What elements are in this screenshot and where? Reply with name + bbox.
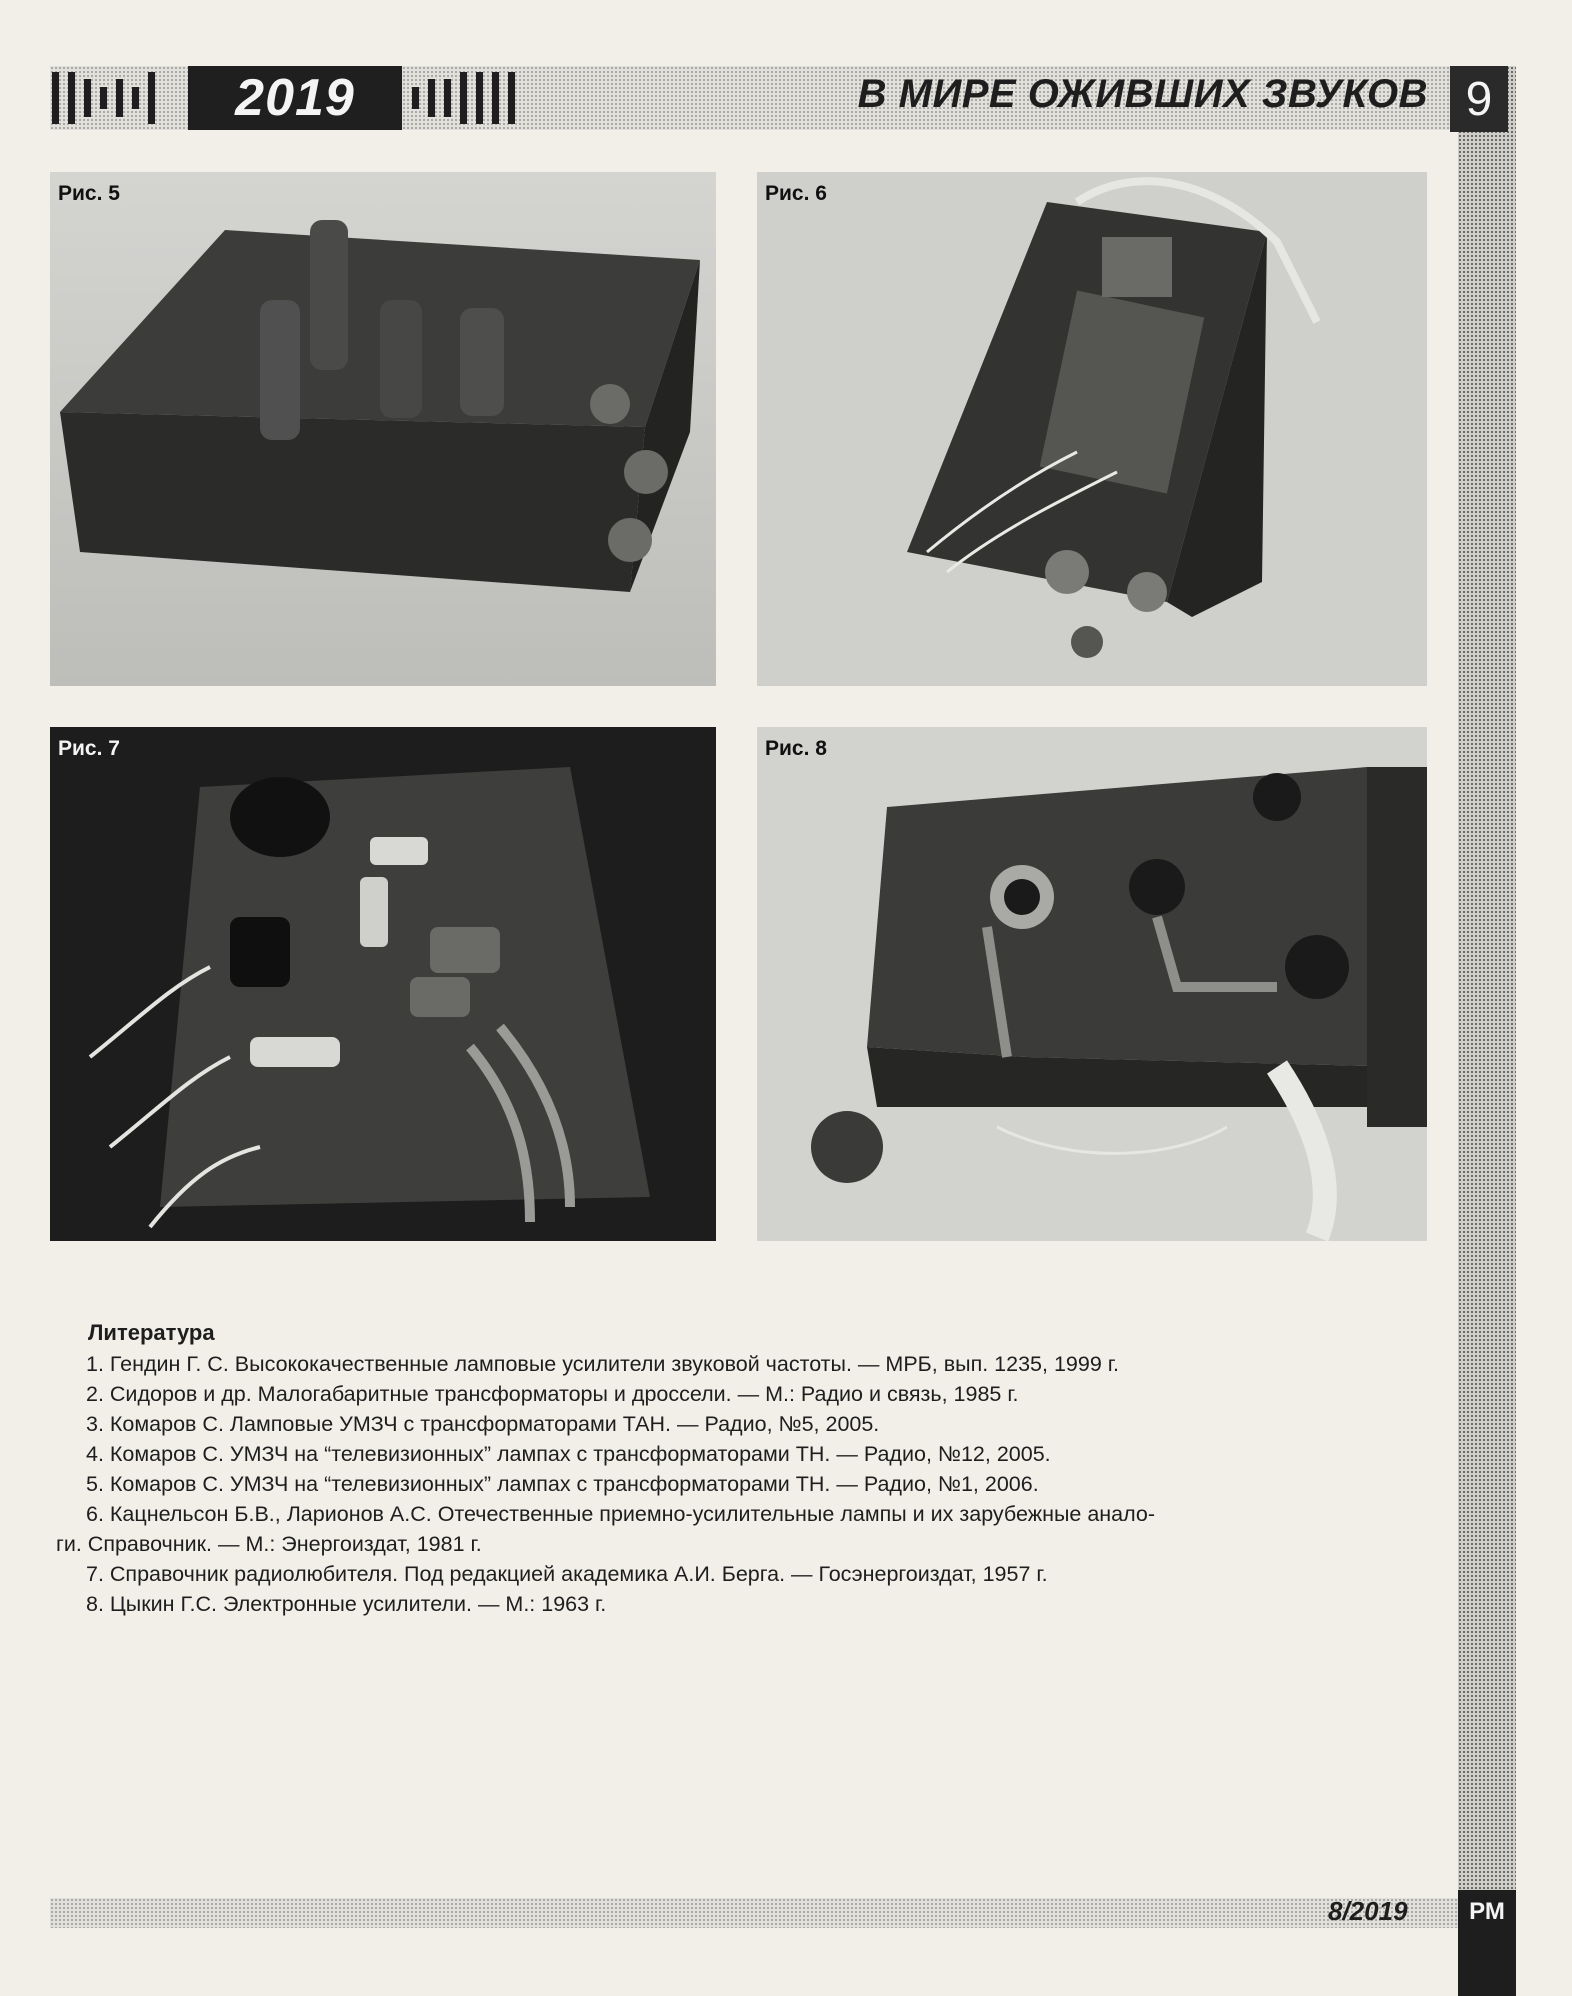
literature-item: 1. Гендин Г. С. Высококачественные ламповые усилители звуковой частоты. — МРБ, вып. 1235, 1999 г. bbox=[86, 1352, 1119, 1376]
figure-7-caption: Рис. 7 bbox=[58, 737, 120, 760]
literature-item-continuation: ги. Справочник. — М.: Энергоиздат, 1981 г. bbox=[56, 1532, 482, 1556]
figure-6-photo bbox=[757, 172, 1427, 686]
right-sidebar-strip bbox=[1458, 66, 1516, 1996]
footer-band bbox=[50, 1898, 1458, 1928]
figure-7-image bbox=[50, 727, 716, 1241]
literature-item: 5. Комаров С. УМЗЧ на “телевизионных” лампах с трансформаторами ТН. — Радио, №1, 2006. bbox=[86, 1472, 1039, 1496]
figure-5-image bbox=[50, 172, 716, 686]
literature-item: 3. Комаров С. Ламповые УМЗЧ с трансформаторами ТАН. — Радио, №5, 2005. bbox=[86, 1412, 880, 1436]
literature-item: 7. Справочник радиолюбителя. Под редакцией академика А.И. Берга. — Госэнергоиздат, 1957 г. bbox=[86, 1562, 1048, 1586]
header-bars-right bbox=[412, 72, 524, 124]
header-year: 2019 bbox=[188, 66, 402, 130]
figure-8-photo bbox=[757, 727, 1427, 1241]
literature-list bbox=[56, 1349, 1433, 1619]
literature-item: 8. Цыкин Г.С. Электронные усилители. — М.: 1963 г. bbox=[86, 1592, 607, 1616]
figure-5-caption: Рис. 5 bbox=[58, 182, 120, 205]
footer-logo: РМ bbox=[1469, 1898, 1505, 1925]
footer-issue: 8/2019 bbox=[1328, 1896, 1408, 1926]
header-bars-left bbox=[52, 72, 164, 124]
literature-item: 4. Комаров С. УМЗЧ на “телевизионных” лампах с трансформаторами ТН. — Радио, №12, 2005. bbox=[86, 1442, 1051, 1466]
literature-item: 6. Кацнельсон Б.В., Ларионов А.С. Отечественные приемно-усилительные лампы и их зарубежные анало- bbox=[86, 1502, 1156, 1526]
figure-8-caption: Рис. 8 bbox=[765, 737, 827, 760]
page-number: 9 bbox=[1450, 66, 1508, 132]
figure-6-image bbox=[757, 172, 1427, 686]
literature-section bbox=[56, 1318, 1433, 1619]
figure-7-photo bbox=[50, 727, 716, 1241]
figure-5-photo bbox=[50, 172, 716, 686]
figure-6-caption: Рис. 6 bbox=[765, 182, 827, 205]
section-title: В МИРЕ ОЖИВШИХ ЗВУКОВ bbox=[857, 72, 1428, 116]
literature-heading: Литература bbox=[88, 1320, 215, 1345]
literature-item: 2. Сидоров и др. Малогабаритные трансформаторы и дроссели. — М.: Радио и связь, 1985 г. bbox=[86, 1382, 1019, 1406]
figure-8-image bbox=[757, 727, 1427, 1241]
